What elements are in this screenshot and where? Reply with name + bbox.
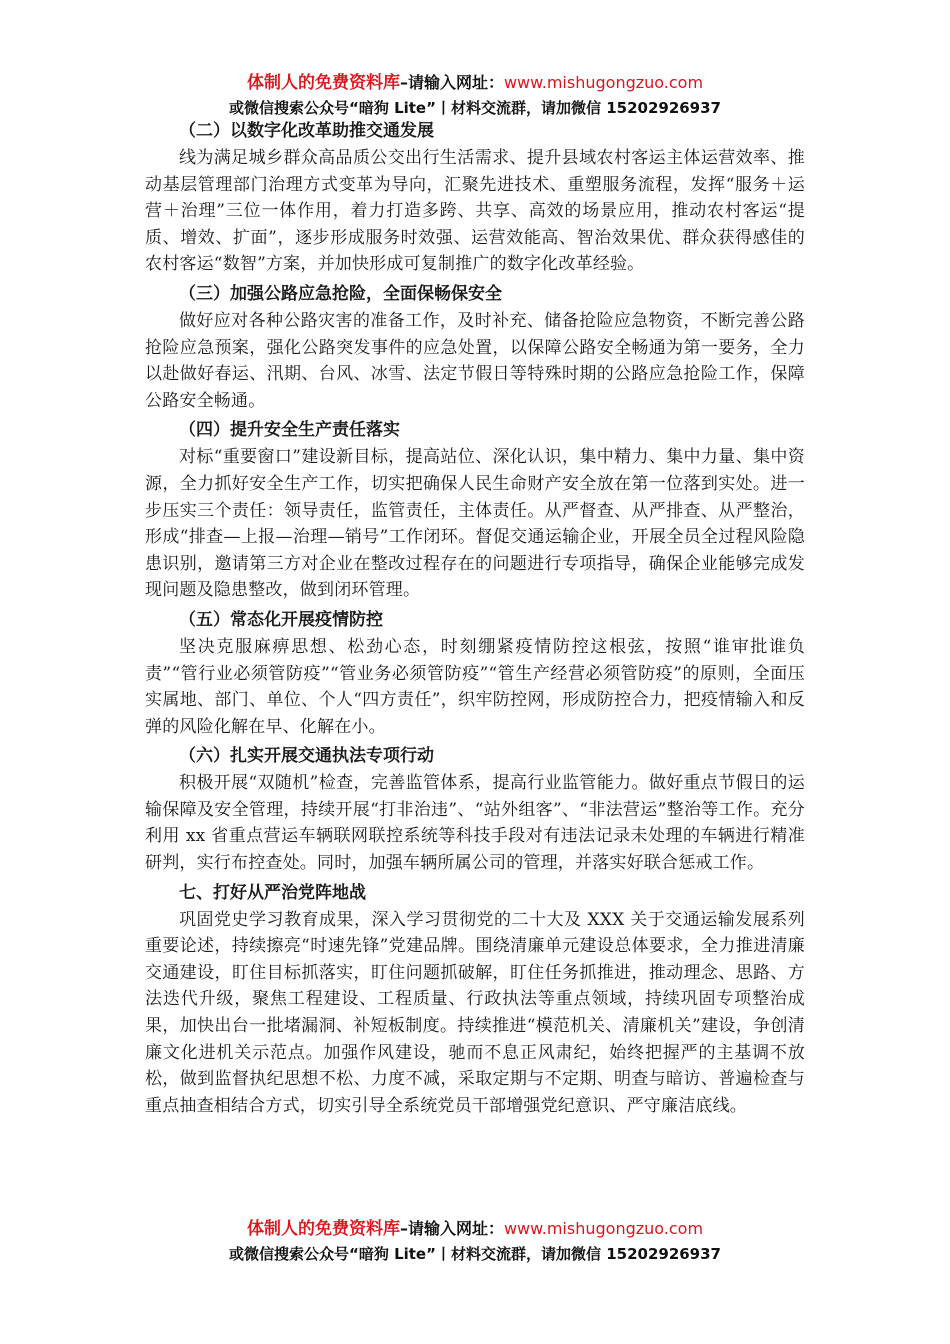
footer-prompt: –请输入网址：	[399, 1219, 504, 1238]
section-heading: （五）常态化开展疫情防控	[179, 609, 383, 630]
section-7	[145, 879, 805, 1120]
section-6	[145, 742, 805, 876]
document-body	[145, 117, 805, 1121]
section-5	[145, 606, 805, 740]
section-heading: （二）以数字化改革助推交通发展	[179, 121, 434, 141]
section-paragraph: 坚决克服麻痹思想、松劲心态，时刻绷紧疫情防控这根弦，按照“谁审批谁负责”“管行业必须管防疫”“管业务必须管防疫”“管生产经营必须管防疫”的原则，全面压实属地、部门、单位、个人“四方责任”，织牢防控网，形成防控合力，把疫情输入和反弹的风险化解在早、化解在小。	[145, 636, 805, 737]
section-paragraph: 线为满足城乡群众高品质公交出行生活需求、提升县域农村客运主体运营效率、推动基层管理部门治理方式变革为导向，汇聚先进技术、重塑服务流程，发挥“服务＋运营＋治理”三位一体作用，着力打造多跨、共享、高效的场景应用，推动农村客运“提质、增效、扩面”，逐步形成服务时效强、运营效能高、智治效果优、群众获得感佳的农村客运“数智”方案，并加快形成可复制推广的数字化改革经验。	[145, 148, 805, 275]
header-brand: 体制人的免费资料库	[246, 73, 400, 93]
header-url-link[interactable]: www.mishugongzuo.com	[503, 73, 704, 92]
section-paragraph: 做好应对各种公路灾害的准备工作，及时补充、储备抢险应急物资，不断完善公路抢险应急预案，强化公路突发事件的应急处置，以保障公路安全畅通为第一要务，全力以赴做好春运、汛期、台风、冰雪、法定节假日等特殊时期的公路应急抢险工作，保障公路安全畅通。	[145, 310, 805, 411]
header-line-2: 或微信搜索公众号“暗狗 Lite”丨材料交流群，请加微信 15202926937	[228, 99, 721, 117]
section-heading: 七、打好从严治党阵地战	[179, 882, 366, 903]
section-paragraph: 对标“重要窗口”建设新目标，提高站位、深化认识，集中精力、集中力量、集中资源，全力抓好安全生产工作，切实把确保人民生命财产安全放在第一位落到实处。进一步压实三个责任：领导责任，监管责任，主体责任。从严督查、从严排查、从严整治，形成“排查—上报—治理—销号”工作闭环。督促交通运输企业，开展全员全过程风险隐患识别，邀请第三方对企业在整改过程存在的问题进行专项指导，确保企业能够完成发现问题及隐患整改，做到闭环管理。	[145, 447, 805, 601]
section-4	[145, 416, 805, 604]
footer-line-1	[0, 1216, 950, 1242]
section-paragraph: 巩固党史学习教育成果，深入学习贯彻党的二十大及 XXX 关于交通运输发展系列重要论述，持续擦亮“时速先锋”党建品牌。围绕清廉单元建设总体要求，全力推进清廉交通建设，盯住目标抓落实，盯住问题抓破解，盯住任务抓推进，推动理念、思路、方法迭代升级，聚焦工程建设、工程质量、行政执法等重点领域，持续巩固专项整治成果，加快出台一批堵漏洞、补短板制度。持续推进“模范机关、清廉机关”建设，争创清廉文化进机关示范点。加强作风建设，驰而不息正风肃纪，始终把握严的主基调不放松，做到监督执纪思想不松、力度不减，采取定期与不定期、明查与暗访、普遍检查与重点抽查相结合方式，切实引导全系统党员干部增强党纪意识、严守廉洁底线。	[145, 909, 805, 1116]
header-line-1	[0, 70, 950, 96]
section-2	[145, 117, 805, 278]
section-3	[145, 280, 805, 414]
header-prompt: –请输入网址：	[399, 73, 504, 92]
footer-brand: 体制人的免费资料库	[246, 1219, 400, 1239]
header-banner	[0, 70, 950, 121]
footer-banner	[0, 1216, 950, 1267]
section-heading: （四）提升安全生产责任落实	[179, 420, 400, 441]
section-paragraph: 积极开展“双随机”检查，完善监管体系，提高行业监管能力。做好重点节假日的运输保障及安全管理，持续开展“打非治违”、“站外组客”、“非法营运”整治等工作。充分利用 xx 省重点营运车辆联网联控系统等科技手段对有违法记录未处理的车辆进行精准研判，实行布控查处。同时，加强车辆所属公司的管理，并落实好联合惩戒工作。	[145, 773, 805, 874]
footer-line-2: 或微信搜索公众号“暗狗 Lite”丨材料交流群，请加微信 15202926937	[228, 1245, 721, 1263]
section-heading: （三）加强公路应急抢险，全面保畅保安全	[179, 283, 502, 304]
footer-url-link[interactable]: www.mishugongzuo.com	[503, 1219, 704, 1238]
section-heading: （六）扎实开展交通执法专项行动	[179, 746, 434, 767]
